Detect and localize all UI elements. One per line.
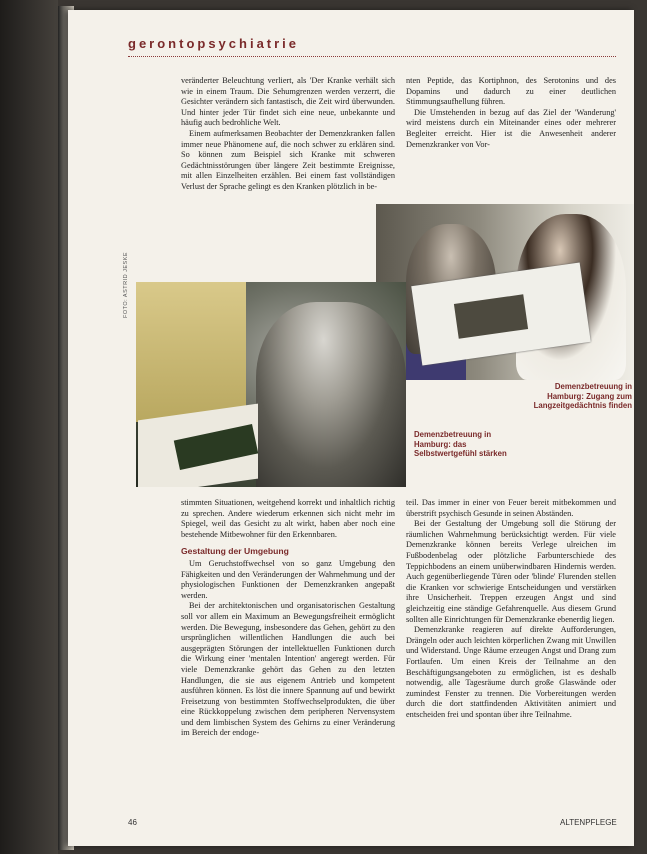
paragraph: teil. Das immer in einer von Feuer bereit mitbekommen und überstrift psychisch Gesunde in seinen Abständen. — [406, 498, 616, 518]
paragraph: veränderter Beleuchtung verliert, als 'Der Kranke verhält sich wie in einem Traum. Die Sehumgrenzen werden verzerrt, die Gesichter verändern sich fantastisch, die Zeit wird überwunden. Und hinter jeder Tür findet sich eine neue, unbekannte und häufig auch bedrohliche Welt. — [181, 76, 395, 128]
paragraph: Bei der Gestaltung der Umgebung soll die Störung der räumlichen Wahrnehmung berücksichtigt werden. Für viele Demenzkranke können bereits Verlege ulreichen im Fußbodenbelag oder plötzliche Farbunterschiede des Teppichbodens an einem unüberwindbaren Hindernis werden. Auch gegenüberliegende Türen oder 'blinde' Flurenden stellen die Kranken vor schwierige Entscheidungen und verstärken ihre Unsicherheit. Treppen erzeugen Angst und sind gleichzeitig eine ständige Gefahrenquelle. Aus diesem Grund sollten alle Einrichtungen für Demenzkranke ebenerdig liegen. — [406, 519, 616, 624]
photo-reading-newspaper — [376, 204, 634, 380]
page-number: 46 — [128, 818, 137, 827]
paragraph: Um Geruchstoffwechsel von so ganz Umgebung den Fähigkeiten und den Veränderungen der Wahrnehmung und der physiologischen Funktionen der Demenzkranken angepaßt werden. — [181, 558, 395, 600]
paragraph: nten Peptide, das Kortiphnon, des Serotonins und des Dopamins und dadurch zu einer deutlichen Stimmungsaufhellung führen. — [406, 76, 616, 107]
column-top-right — [406, 76, 616, 150]
column-bottom-right — [406, 498, 616, 720]
column-top-left — [181, 76, 395, 193]
photo-credit: FOTO: ASTRID JESKE — [123, 251, 129, 318]
caption-right: Demenzbetreuung in Hamburg: Zugang zum Langzeitgedächtnis finden — [533, 382, 632, 410]
paragraph: stimmten Situationen, weitgehend korrekt und inhaltlich richtig zu sprechen. Andere wiederum erkennen sich nicht mehr im Spiegel, weil das Gesicht zu alt wirkt, haben aber noch eine bestehende Mitbewohner für den Erkennbaren. — [181, 498, 395, 539]
book-edge — [0, 0, 58, 854]
photo-woman-reading — [136, 282, 406, 487]
section-heading: Gestaltung der Umgebung — [181, 546, 289, 557]
paragraph: Einem aufmerksamen Beobachter der Demenzkranken fallen immer neue Phänomene auf, die noch schwer zu erklären sind. So können zum Beispiel sich Kranke mit schweren Gedächtnisstörungen über längere Zeit bestimmte Ereignisse, mit allen Einzelheiten erzählen. Bei einem fast vollständigen Verlust der Sprache gelingt es den Kranken plötzlich in be- — [181, 128, 395, 191]
magazine-name: ALTENPFLEGE — [560, 818, 617, 827]
paragraph: Bei der architektonischen und organisatorischen Gestaltung soll vor allem ein Maximum an Bewegungsfreiheit ermöglicht werden. Die Bewegung, insbesondere das Gehen, gehört zu den ursprünglichen willentlichen Handlungen die auch bei ausgeprägten Störungen der intellektuellen Funktionen durch die Wirkung einer 'mentalen Intention' angeregt werden. Für viele Demenzkranke gehört das Gehen zu den letzten Handlungen, die sie aus eigenem Antrieb und kompetent ausführen können. Es löst die innere Spannung auf und bewirkt Freisetzung von bestimmten Stoffwechselprodukten, die über eine Rückkoppelung zwischen dem peripheren Nervensystem und dem limbischen System des Gehirns zu einer Veränderung im Bereich der endoge- — [181, 601, 395, 738]
header-rule — [128, 56, 616, 57]
caption-left: Demenzbetreuung in Hamburg: das Selbstwertgefühl stärken — [414, 430, 507, 458]
paragraph: Die Umstehenden in bezug auf das Ziel der 'Wanderung' wird meistens durch ein Miteinander eines oder mehrerer Begleiter erreicht. Hier ist die Anwesenheit anderer Demenzkranker von Vor- — [406, 107, 616, 149]
paragraph: Demenzkranke reagieren auf direkte Aufforderungen, Drängeln oder auch leichten körperlichen Zwang mit Unwillen und Widerstand. Unge Räume erzeugen Angst und Drang zum Fortlaufen. Um einen Kreis der Teilnahme an den Beschäftigungsangeboten zu ermöglichen, ist es deshalb notwendig, alle Tagesräume durch große Glaswände oder zumindest Fenster zu trennen. Die Vorbereitungen werden durch die dort stattfindenden Aktivitäten animiert und entscheiden frei und spontan über ihre Teilnahme. — [406, 625, 616, 719]
section-header: gerontopsychiatrie — [128, 36, 300, 51]
column-bottom-left — [181, 498, 395, 739]
